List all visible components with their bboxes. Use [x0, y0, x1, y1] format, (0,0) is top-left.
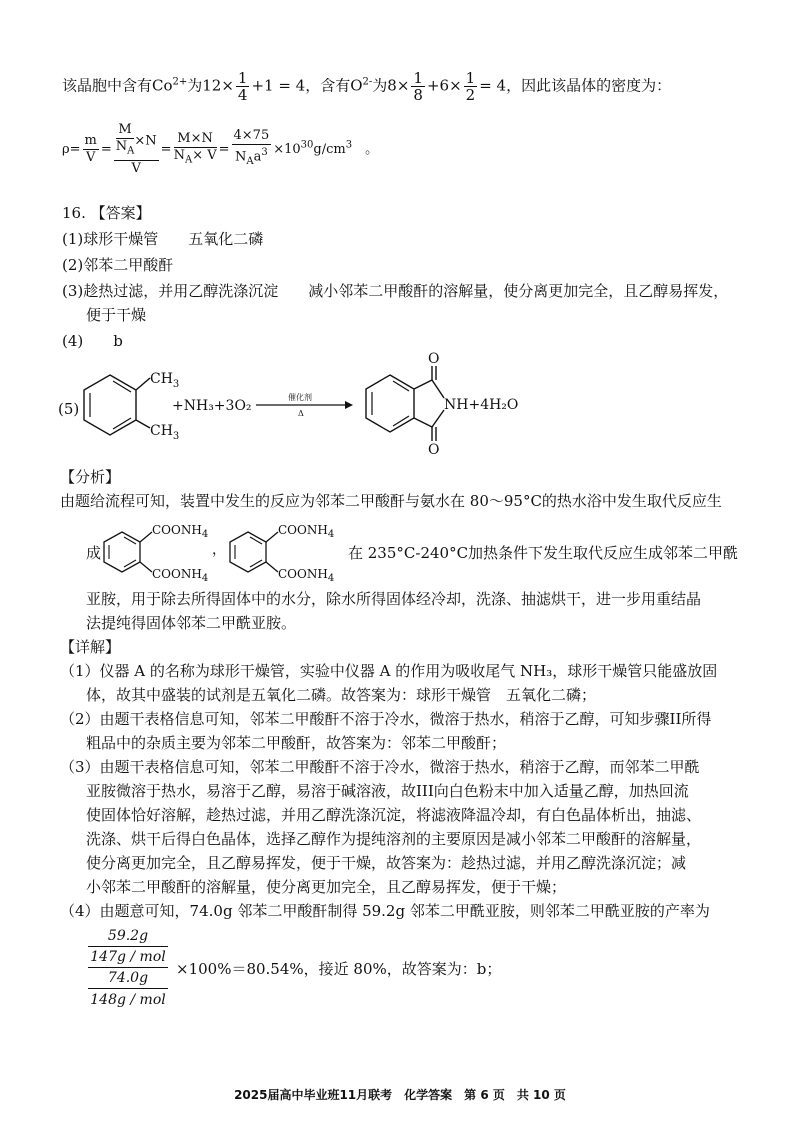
text: 为8× [372, 76, 410, 95]
bond [432, 380, 444, 398]
q16-answer-3-cont: 便于干燥 [86, 306, 147, 324]
label: (4) [62, 332, 84, 350]
details-1b: 体，故其中盛装的试剂是五氧化二磷。故答案为：球形干燥管 五氧化二磷； [86, 686, 597, 704]
fraction-m-over-na [116, 122, 135, 160]
q16-answer-2: (2)邻苯二甲酸酐 [62, 256, 174, 274]
coonh4-bottom-1: $COONH_4$ [152, 567, 209, 584]
equals: = [160, 141, 172, 157]
denominator [116, 139, 135, 160]
details-2a: （2）由题干表格信息可知，邻苯二甲酸酐不溶于冷水，微溶于热水，稍溶于乙醇，可知步骤II所得 [60, 710, 712, 728]
bond [140, 532, 152, 542]
denominator: V [86, 149, 96, 165]
details-3c: 使固体恰好溶解，趁热过滤，并用乙醇洗涤沉淀，将滤液降温冷却，有白色晶体析出，抽滤、 [86, 806, 702, 824]
catalyst-label: 催化剂 [288, 393, 312, 402]
numerator: M [116, 122, 135, 139]
text: N [115, 139, 128, 154]
denominator-2: 148g / mol [90, 992, 166, 1008]
denominator-1: 147g / mol [88, 947, 168, 968]
q16-answer-1: (1)球形干燥管 五氧化二磷 [62, 230, 264, 248]
equals: = [100, 141, 112, 157]
numerator-1: 59.2g [88, 926, 168, 947]
details-3b: 亚胺微溶于热水，易溶于乙醇，易溶于碱溶液，故III向白色粉末中加入适量乙醇，加热回流 [86, 782, 689, 800]
bond [136, 378, 150, 390]
arrow-head [345, 401, 353, 409]
fraction-quarter [236, 70, 250, 103]
numerator: M×N [174, 131, 217, 148]
subscript: A [246, 156, 254, 168]
superscript: 30 [300, 139, 314, 151]
details-1a: （1）仪器 A 的名称为球形干燥管，实验中仪器 A 的作用为吸收尾气 NH₃，球形干燥管只能盛放固 [60, 662, 718, 680]
bond [140, 562, 152, 572]
details-3e: 使分离更加完全，且乙醇易挥发，便于干燥，故答案为：趁热过滤，并用乙醇洗涤沉淀；减 [86, 854, 687, 872]
numerator: m [84, 132, 97, 148]
denominator: 2 [465, 86, 476, 104]
co-charge: 2+ [172, 76, 188, 88]
fraction-m-over-v [83, 133, 99, 166]
bond [414, 418, 432, 427]
bond [432, 410, 444, 427]
unit-cell-count-line [62, 70, 671, 103]
denominator [174, 148, 217, 169]
text: +6× [426, 76, 462, 95]
details-2b: 粗品中的杂质主要为邻苯二甲酸酐，故答案为：邻苯二甲酸酐； [86, 734, 507, 752]
text: +1 = 4，含有O [251, 76, 363, 95]
numerator: 1 [413, 69, 423, 87]
fraction-eighth [411, 70, 425, 103]
analysis-p3: 亚胺，用于除去所得固体中的水分，除水所得固体经冷却，洗涤、抽滤烘干，进一步用重结晶 [86, 590, 702, 608]
q16-answer-3: (3)趁热过滤，并用乙醇洗涤沉淀 减小邻苯二甲酸酐的溶解量，使分离更加完全，且乙醇易挥发， [62, 282, 729, 300]
comma: ， [212, 542, 226, 558]
coonh4-bottom-2: $COONH_4$ [278, 567, 335, 584]
analysis-p4: 法提纯得固体邻苯二甲酰亚胺。 [86, 614, 297, 632]
coonh4-top-1: $COONH_4$ [152, 523, 209, 540]
superscript: 3 [345, 139, 353, 151]
double-bond [393, 416, 409, 426]
bond [136, 420, 150, 428]
reaction-equation [60, 350, 560, 460]
q16-title: 16. 【答案】 [62, 204, 151, 222]
page-footer: 2025届高中毕业班11月联考 化学答案 第 6 页 共 10 页 [234, 1088, 566, 1102]
details-3d: 洗涤、烘干后得白色晶体，选择乙醇作为提纯溶剂的主要原因是减小邻苯二甲酸酐的溶解量， [86, 830, 702, 848]
fraction-compound [114, 122, 159, 177]
o-charge: 2- [362, 76, 373, 88]
q16-answer-4 [62, 330, 123, 352]
yield-fraction [88, 926, 168, 1011]
rho-symbol: ρ= [62, 141, 81, 157]
methyl-bottom: $CH_3$ [150, 423, 180, 442]
text: ×10 [273, 141, 301, 157]
analysis-title: 【分析】 [60, 468, 121, 486]
heat-symbol: Δ [298, 409, 304, 418]
text: ×N [134, 133, 157, 149]
denominator: 4 [237, 86, 248, 104]
ammonium-phthalate-structures [100, 514, 350, 584]
unit: g/cm [313, 141, 346, 157]
benzene-ring [84, 375, 136, 435]
coonh4-top-2: $COONH_4$ [278, 523, 335, 540]
text: N [235, 149, 247, 165]
methyl-top: $CH_3$ [150, 371, 180, 390]
text: = 4，因此该晶体的密度为： [479, 76, 672, 95]
text: 该晶胞中含有Co [62, 76, 173, 95]
details-3a: （3）由题干表格信息可知，邻苯二甲酸酐不溶于冷水，微溶于热水，稍溶于乙醇，而邻苯二甲酰 [60, 758, 700, 776]
analysis-p2-prefix: 成 [86, 544, 102, 562]
equals: = [218, 141, 230, 157]
subscript: A [127, 145, 135, 157]
denominator [232, 145, 272, 170]
subscript: A [184, 154, 193, 166]
fraction-half [464, 70, 478, 103]
density-formula [62, 122, 378, 177]
analysis-p1: 由题给流程可知，装置中发生的反应为邻苯二甲酸酐与氨水在 80～95°C的热水浴中发生取代反应生 [60, 492, 722, 510]
oxygen-top: O [428, 351, 440, 367]
bond [266, 562, 278, 572]
text: a [253, 149, 262, 165]
double-bond [393, 381, 409, 391]
fraction-result [232, 128, 272, 170]
products: NH+4H₂O [444, 397, 519, 413]
numerator: 1 [465, 69, 476, 87]
denominator: V [131, 160, 141, 176]
details-3f: 小邻苯二甲酸酐的溶解量，使分离更加完全，且乙醇易挥发，便于干燥； [86, 878, 567, 896]
fraction-mn-over-nav [174, 131, 217, 169]
reagents: +NH₃+3O₂ [172, 398, 252, 414]
text: 。 [365, 141, 379, 157]
product-benzene-ring [366, 375, 414, 432]
value: b [113, 332, 123, 350]
denominator: 8 [413, 86, 423, 104]
bond [414, 380, 432, 389]
text: N [173, 147, 185, 163]
yield-result: ×100%＝80.54%，接近 80%，故答案为：b； [176, 960, 502, 978]
numerator: 1 [237, 69, 248, 87]
text: 为12× [187, 76, 234, 95]
q16-answer-5-label: (5) [58, 400, 80, 418]
superscript: 3 [261, 147, 268, 159]
numerator: 4×75 [233, 128, 270, 144]
details-4a: （4）由题意可知，74.0g 邻苯二甲酸酐制得 59.2g 邻苯二甲酰亚胺，则邻苯二甲酰亚胺的产率为 [60, 902, 710, 920]
analysis-p2-suffix: 在 235°C-240°C加热条件下发生取代反应生成邻苯二甲酰 [348, 544, 739, 562]
bond [266, 532, 278, 542]
numerator [114, 122, 159, 161]
text: × V [192, 147, 217, 163]
oxygen-bottom: O [428, 442, 440, 458]
numerator-2: 74.0g [88, 968, 168, 989]
details-title: 【详解】 [60, 638, 121, 656]
